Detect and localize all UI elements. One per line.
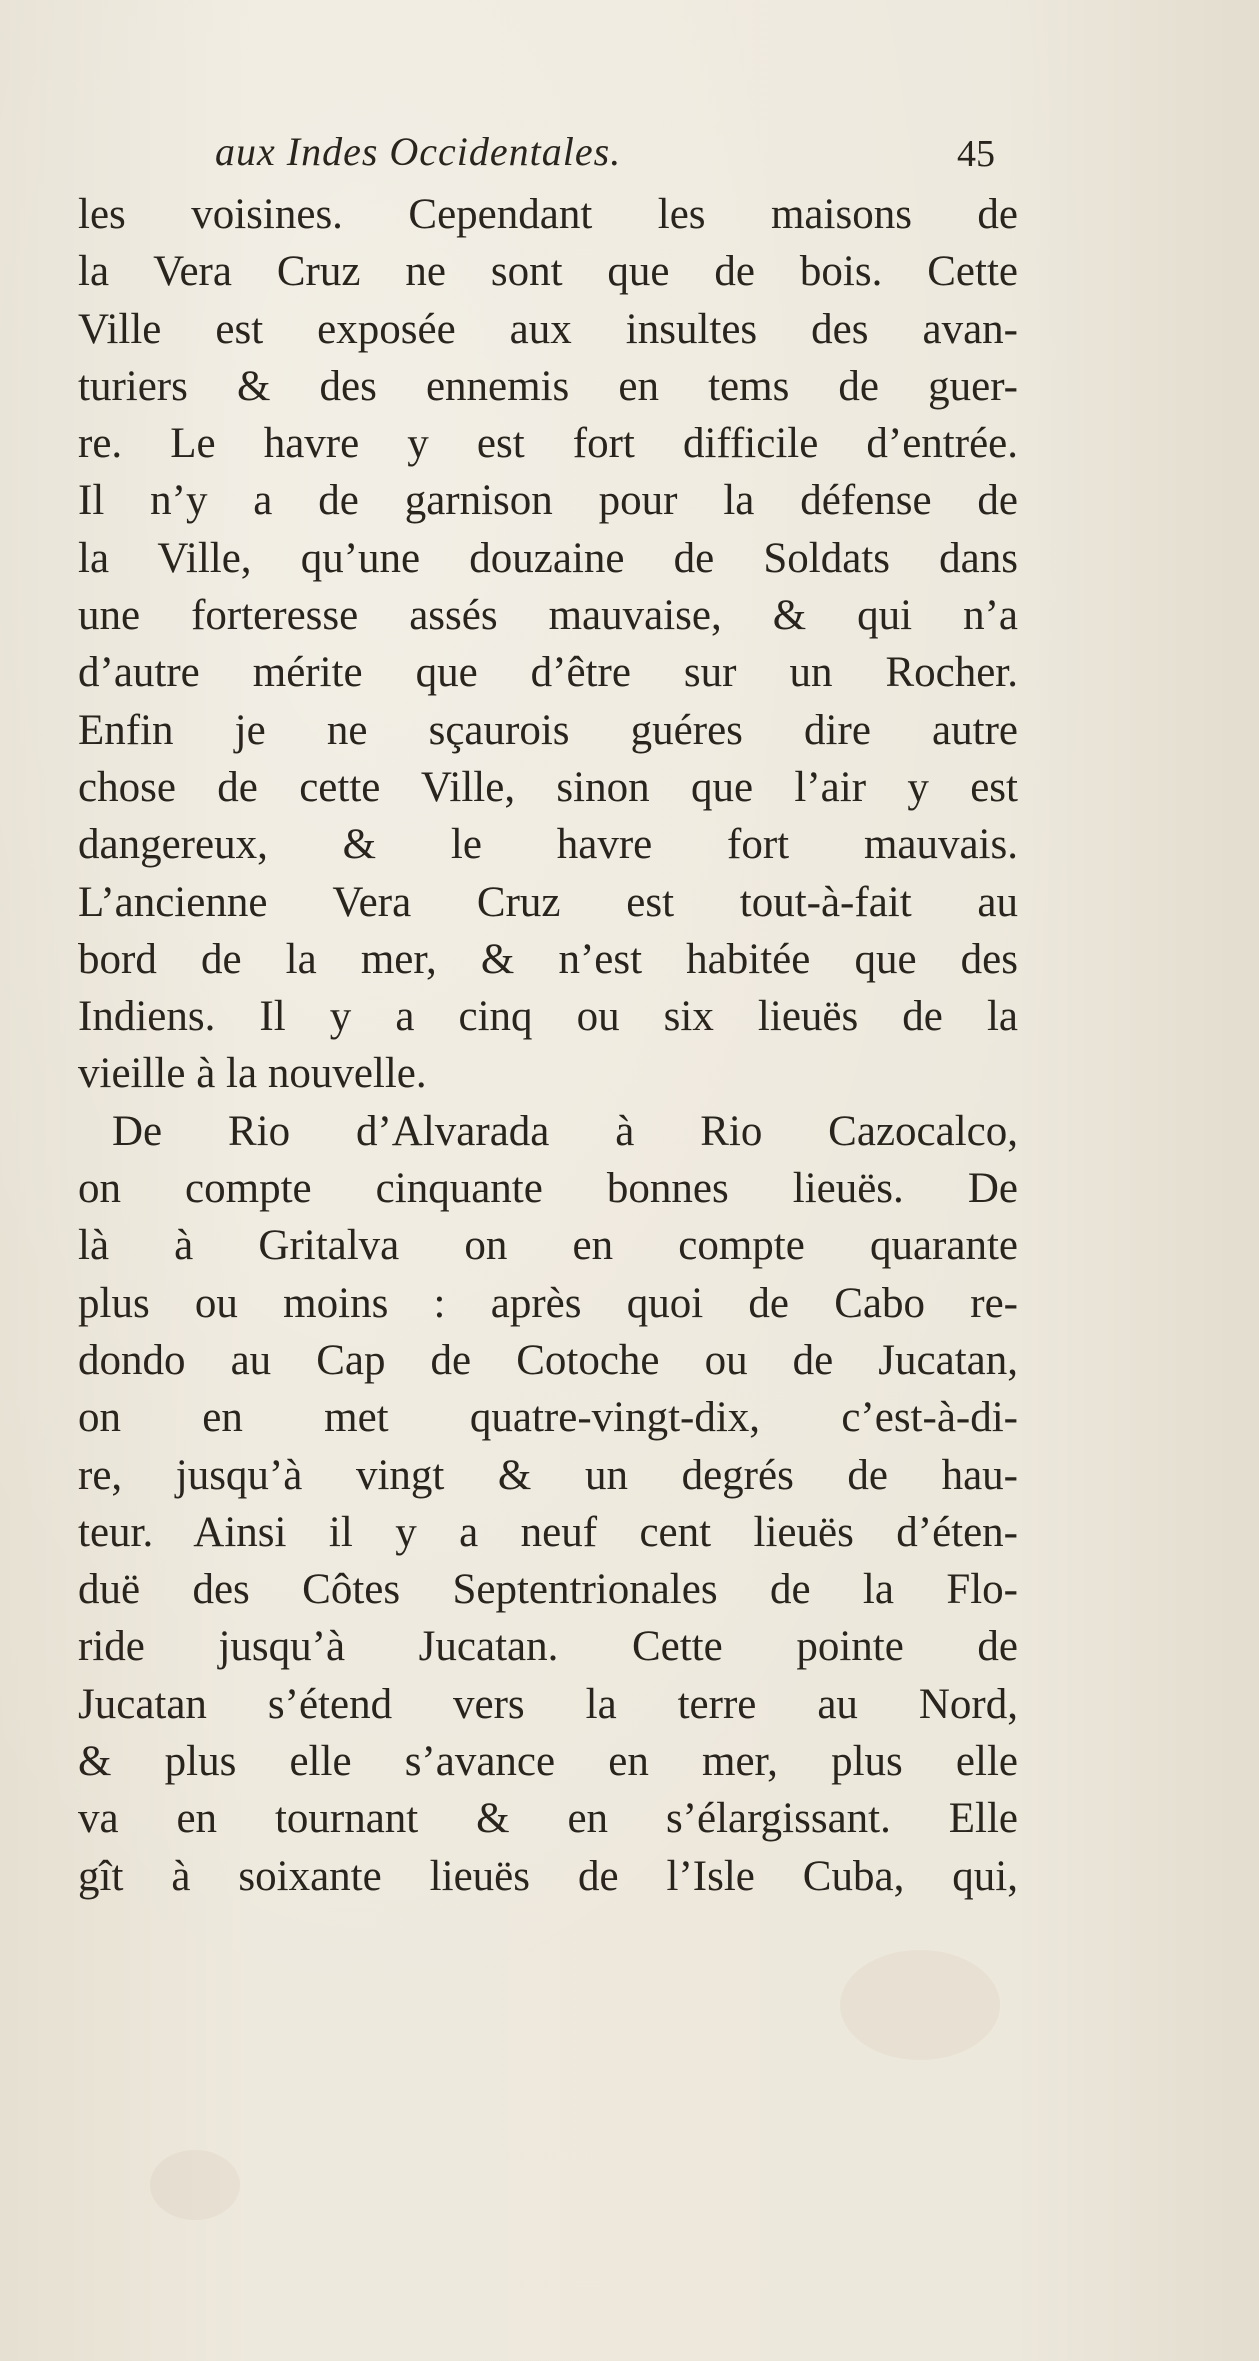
paper-stain — [150, 2150, 240, 2220]
text-line: dondo au Cap de Cotoche ou de Jucatan, — [78, 1336, 1018, 1384]
text-line: Il n’y a de garnison pour la défense de — [78, 477, 1018, 525]
text-line: on en met quatre-vingt-dix, c’est-à-di- — [78, 1394, 1018, 1442]
text-line: la Vera Cruz ne sont que de bois. Cette — [78, 248, 1018, 296]
text-line: ride jusqu’à Jucatan. Cette pointe de — [78, 1623, 1018, 1671]
body-text — [78, 186, 1018, 1905]
text-line: la Ville, qu’une douzaine de Soldats dans — [78, 534, 1018, 582]
text-line: Enfin je ne sçaurois guéres dire autre — [78, 706, 1018, 754]
text-line: là à Gritalva on en compte quarante — [78, 1222, 1018, 1270]
running-head — [215, 128, 995, 188]
text-line: plus ou moins : après quoi de Cabo re- — [78, 1279, 1018, 1327]
text-line: dangereux, & le havre fort mauvais. — [78, 821, 1018, 869]
text-line: duë des Côtes Septentrionales de la Flo- — [78, 1566, 1018, 1614]
text-line: L’ancienne Vera Cruz est tout-à-fait au — [78, 878, 1018, 926]
text-line: les voisines. Cependant les maisons de — [78, 191, 1018, 238]
text-line: on compte cinquante bonnes lieuës. De — [78, 1165, 1018, 1213]
text-line: De Rio d’Alvarada à Rio Cazocalco, — [112, 1107, 1018, 1155]
text-line: chose de cette Ville, sinon que l’air y est — [78, 763, 1018, 811]
text-line: va en tournant & en s’élargissant. Elle — [78, 1795, 1018, 1843]
text-line: Ville est exposée aux insultes des avan- — [78, 305, 1018, 353]
text-line: gît à soixante lieuës de l’Isle Cuba, qui, — [78, 1852, 1018, 1900]
text-line: bord de la mer, & n’est habitée que des — [78, 935, 1018, 983]
paper-stain — [840, 1950, 1000, 2060]
text-line: turiers & des ennemis en tems de guer- — [78, 362, 1018, 410]
text-line: vieille à la nouvelle. — [78, 1050, 427, 1098]
text-line: d’autre mérite que d’être sur un Rocher. — [78, 649, 1018, 697]
text-line: Indiens. Il y a cinq ou six lieuës de la — [78, 993, 1018, 1041]
text-line: & plus elle s’avance en mer, plus elle — [78, 1738, 1018, 1786]
text-line: re, jusqu’à vingt & un degrés de hau- — [78, 1451, 1018, 1499]
page-number: 45 — [957, 133, 995, 175]
text-line: re. Le havre y est fort difficile d’entrée. — [78, 420, 1018, 468]
text-line: teur. Ainsi il y a neuf cent lieuës d’éten- — [78, 1508, 1018, 1556]
text-line: une forteresse assés mauvaise, & qui n’a — [78, 592, 1018, 640]
text-line: Jucatan s’étend vers la terre au Nord, — [78, 1680, 1018, 1728]
running-title: aux Indes Occidentales. — [215, 129, 622, 174]
